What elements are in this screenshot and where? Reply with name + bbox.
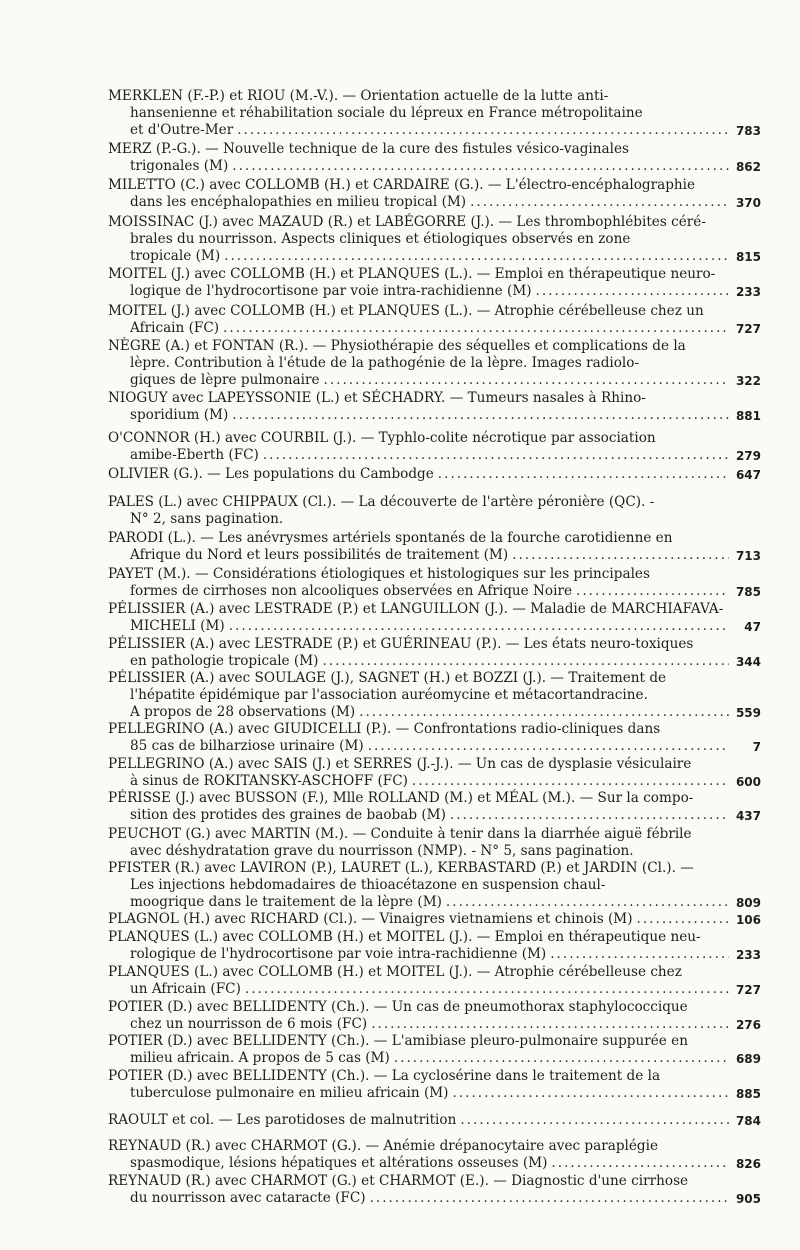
entry-text: 85 cas de bilharziose urinaire (M): [130, 737, 364, 754]
entry-line: O'CONNOR (H.) avec COURBIL (J.). — Typhlo-colite nécrotique par association: [108, 430, 656, 446]
entry-line: REYNAUD (R.) avec CHARMOT (G.). — Anémie drépanocytaire avec paraplégie: [108, 1138, 659, 1154]
page-number: 727: [735, 982, 761, 997]
entry-last-line: [108, 319, 761, 337]
dot-leader: [470, 194, 729, 211]
index-entry: [108, 530, 761, 564]
entry-line: PAYET (M.). — Considérations étiologiques et histologiques sur les principales: [108, 566, 650, 582]
entry-text: giques de lèpre pulmonaire: [130, 371, 320, 388]
entry-text: Africain (FC): [130, 319, 220, 336]
page-number: 559: [735, 705, 761, 720]
dot-leader: [551, 1155, 729, 1172]
dot-leader: [223, 320, 729, 337]
entry-text: à sinus de ROKITANSKY-ASCHOFF (FC): [130, 772, 408, 789]
index-entry: [108, 1138, 761, 1172]
page-number: 47: [744, 619, 761, 634]
entry-line: PELLEGRINO (A.) avec GIUDICELLI (P.). — Confrontations radio-cliniques dans: [108, 721, 661, 737]
entry-line: PÉLISSIER (A.) avec SOULAGE (J.), SAGNET (H.) et BOZZI (J.). — Traitement de: [108, 670, 667, 686]
entry-text: A propos de 28 observations (M): [130, 703, 356, 720]
page-number: 881: [735, 408, 761, 423]
page-number: 862: [735, 159, 761, 174]
entry-line: MILETTO (C.) avec COLLOMB (H.) et CARDAIRE (G.). — L'électro-encéphalographie: [108, 177, 696, 193]
index-entry: [108, 88, 761, 138]
entry-text: Afrique du Nord et leurs possibilités de traitement (M): [130, 546, 509, 563]
entry-last-line: [108, 945, 761, 963]
entry-last-line: [108, 546, 761, 564]
index-entry: [108, 1173, 761, 1207]
entry-text: trigonales (M): [130, 157, 229, 174]
entry-line: NÈGRE (A.) et FONTAN (R.). — Physiothérapie des séquelles et complications de la: [108, 338, 686, 354]
page-number: 809: [735, 895, 761, 910]
entry-last-line: [108, 893, 761, 911]
entry-last-line: [108, 980, 761, 998]
entry-text: en pathologie tropicale (M): [130, 652, 319, 669]
dot-leader: [371, 1016, 729, 1033]
entry-line: PLANQUES (L.) avec COLLOMB (H.) et MOITEL (J.). — Emploi en thérapeutique neu-: [108, 929, 701, 945]
index-entry: [108, 266, 761, 300]
dot-leader: [370, 1190, 729, 1207]
entry-line: avec déshydratation grave du nourrisson (NMP). - N° 5, sans pagination.: [130, 842, 634, 859]
entry-line: MERZ (P.-G.). — Nouvelle technique de la cure des fistules vésico-vaginales: [108, 141, 629, 157]
page-number: 784: [735, 1114, 761, 1128]
dot-leader: [229, 618, 729, 635]
entry-line: PÉLISSIER (A.) avec LESTRADE (P.) et GUÉRINEAU (P.). — Les états neuro-toxiques: [108, 636, 694, 652]
index-entry: [108, 214, 761, 264]
dot-leader: [637, 911, 729, 928]
entry-last-line: [108, 911, 761, 928]
entry-line: MERKLEN (F.-P.) et RIOU (M.-V.). — Orientation actuelle de la lutte anti-: [108, 88, 609, 104]
entry-text: chez un nourrisson de 6 mois (FC): [130, 1015, 368, 1032]
dot-leader: [232, 158, 729, 175]
entry-text: PLAGNOL (H.) avec RICHARD (Cl.). — Vinaigres vietnamiens et chinois (M): [108, 911, 633, 927]
entry-last-line: [108, 121, 761, 139]
entry-last-line: [108, 1015, 761, 1033]
entry-text: formes de cirrhoses non alcooliques observées en Afrique Noire: [130, 582, 573, 599]
entry-text: logique de l'hydrocortisone par voie intra-rachidienne (M): [130, 282, 532, 299]
entry-last-line: [108, 652, 761, 670]
page-number: 106: [735, 913, 761, 927]
index-entry: [108, 1068, 761, 1102]
page-number: 233: [735, 284, 761, 299]
dot-leader: [324, 372, 729, 389]
entry-line: hansenienne et réhabilitation sociale du lépreux en France métropolitaine: [130, 104, 643, 121]
index-entry: [108, 1033, 761, 1067]
page-number: 437: [735, 808, 761, 823]
dot-leader: [359, 704, 729, 721]
entry-last-line: [108, 737, 761, 755]
dot-leader: [263, 447, 729, 464]
index-entry: [108, 566, 761, 600]
dot-leader: [550, 946, 729, 963]
page-number: 905: [735, 1191, 761, 1206]
entry-line: PALES (L.) avec CHIPPAUX (Cl.). — La découverte de l'artère péronière (QC). -: [108, 494, 655, 510]
index-entry: [108, 177, 761, 211]
entry-text: et d'Outre-Mer: [130, 121, 234, 138]
entry-text: tropicale (M): [130, 247, 221, 264]
entry-last-line: [108, 406, 761, 424]
dot-leader: [460, 1112, 729, 1129]
index-entry: [108, 494, 733, 528]
entry-line: l'hépatite épidémique par l'association auréomycine et métacortandracine.: [130, 686, 648, 703]
page-number: 600: [735, 774, 761, 789]
index-entry: [108, 1112, 761, 1129]
entry-line: brales du nourrisson. Aspects cliniques et étiologiques observés en zone: [130, 230, 631, 247]
page-number: 276: [735, 1017, 761, 1032]
entry-last-line: [108, 772, 761, 790]
entry-line: PEUCHOT (G.) avec MARTIN (M.). — Conduite à tenir dans la diarrhée aiguë fébrile: [108, 826, 692, 842]
page-number: 727: [735, 321, 761, 336]
dot-leader: [412, 773, 729, 790]
dot-leader: [450, 807, 729, 824]
page-number: 885: [735, 1086, 761, 1101]
index-entry: [108, 390, 761, 424]
dot-leader: [446, 894, 729, 911]
entry-last-line: [108, 193, 761, 211]
entry-line: NIOGUY avec LAPEYSSONIE (L.) et SÉCHADRY. — Tumeurs nasales à Rhino-: [108, 390, 646, 406]
entry-last-line: [108, 617, 761, 635]
entry-line: MOITEL (J.) avec COLLOMB (H.) et PLANQUES (L.). — Emploi en thérapeutique neuro-: [108, 266, 716, 282]
page-number: 647: [735, 468, 761, 482]
page-number: 370: [735, 195, 761, 210]
index-entry: [108, 141, 761, 175]
entry-last-line: [108, 282, 761, 300]
entry-text: MICHELI (M): [130, 617, 225, 634]
entry-last-line: [108, 247, 761, 265]
entry-last-line: [108, 1112, 761, 1129]
entry-text: du nourrisson avec cataracte (FC): [130, 1189, 366, 1206]
index-entry: [108, 860, 761, 910]
entry-text: sition des protides des graines de baobab (M): [130, 806, 446, 823]
entry-last-line: [108, 371, 761, 389]
index-entry: [108, 601, 761, 635]
entry-line: POTIER (D.) avec BELLIDENTY (Ch.). — La cyclosérine dans le traitement de la: [108, 1068, 661, 1084]
index-entry: [108, 338, 761, 388]
page-number: 279: [735, 448, 761, 463]
entry-last-line: [108, 1084, 761, 1102]
entry-line: POTIER (D.) avec BELLIDENTY (Ch.). — L'amibiase pleuro-pulmonaire suppurée en: [108, 1033, 688, 1049]
entry-last-line: [108, 446, 761, 464]
entry-line: MOITEL (J.) avec COLLOMB (H.) et PLANQUES (L.). — Atrophie cérébelleuse chez un: [108, 303, 704, 319]
dot-leader: [452, 1085, 729, 1102]
page-number: 689: [735, 1051, 761, 1066]
index-entry: [108, 721, 761, 755]
dot-leader: [394, 1050, 729, 1067]
entry-line: N° 2, sans pagination.: [130, 510, 284, 527]
entry-last-line: [108, 1154, 761, 1172]
page-number: 322: [735, 373, 761, 388]
entry-text: OLIVIER (G.). — Les populations du Cambodge: [108, 466, 434, 482]
entry-text: sporidium (M): [130, 406, 229, 423]
entry-line: MOISSINAC (J.) avec MAZAUD (R.) et LABÉGORRE (J.). — Les thrombophlébites céré-: [108, 214, 706, 230]
entry-line: REYNAUD (R.) avec CHARMOT (G.) et CHARMOT (E.). — Diagnostic d'une cirrhose: [108, 1173, 689, 1189]
entry-last-line: [108, 582, 761, 600]
dot-leader: [536, 283, 729, 300]
page-number: 713: [735, 548, 761, 563]
entry-text: spasmodique, lésions hépatiques et altérations osseuses (M): [130, 1154, 548, 1171]
entry-line: PLANQUES (L.) avec COLLOMB (H.) et MOITEL (J.). — Atrophie cérébelleuse chez: [108, 964, 682, 980]
dot-leader: [438, 466, 729, 483]
dot-leader: [576, 583, 729, 600]
entry-text: rologique de l'hydrocortisone par voie intra-rachidienne (M): [130, 945, 547, 962]
entry-last-line: [108, 806, 761, 824]
page-number: 783: [735, 123, 761, 138]
entry-text: dans les encéphalopathies en milieu tropical (M): [130, 193, 467, 210]
index-entry: [108, 636, 761, 670]
index-entry: [108, 670, 761, 720]
index-entry: [108, 911, 761, 928]
page-number: 344: [735, 654, 761, 669]
entry-last-line: [108, 1049, 761, 1067]
entry-line: PÉRISSE (J.) avec BUSSON (F.), Mlle ROLLAND (M.) et MÉAL (M.). — Sur la compo-: [108, 790, 694, 806]
entry-text: un Africain (FC): [130, 980, 241, 997]
dot-leader: [245, 981, 729, 998]
index-entry: [108, 466, 761, 483]
index-entry: [108, 790, 761, 824]
dot-leader: [512, 547, 729, 564]
entry-text: amibe-Eberth (FC): [130, 446, 259, 463]
entry-line: PARODI (L.). — Les anévrysmes artériels spontanés de la fourche carotidienne en: [108, 530, 673, 546]
entry-text: RAOULT et col. — Les parotidoses de malnutrition: [108, 1112, 457, 1128]
dot-leader: [232, 407, 729, 424]
entry-line: PELLEGRINO (A.) avec SAIS (J.) et SERRES (J.-J.). — Un cas de dysplasie vésiculaire: [108, 756, 692, 772]
index-entry: [108, 929, 761, 963]
entry-line: PÉLISSIER (A.) avec LESTRADE (P.) et LANGUILLON (J.). — Maladie de MARCHIAFAVA-: [108, 601, 724, 617]
entry-line: POTIER (D.) avec BELLIDENTY (Ch.). — Un cas de pneumothorax staphylococcique: [108, 999, 688, 1015]
page-number: 785: [735, 584, 761, 599]
entry-last-line: [108, 703, 761, 721]
index-entry: [108, 430, 761, 464]
page-number: 7: [752, 739, 761, 754]
page-number: 826: [735, 1156, 761, 1171]
entry-text: milieu africain. A propos de 5 cas (M): [130, 1049, 390, 1066]
dot-leader: [237, 122, 729, 139]
entry-last-line: [108, 1189, 761, 1207]
entry-line: Les injections hebdomadaires de thioacétazone en suspension chaul-: [130, 876, 606, 893]
dot-leader: [322, 653, 729, 670]
entry-text: moogrique dans le traitement de la lèpre (M): [130, 893, 442, 910]
index-entry: [108, 303, 761, 337]
index-entry: [108, 999, 761, 1033]
entry-line: lèpre. Contribution à l'étude de la pathogénie de la lèpre. Images radiolo-: [130, 354, 640, 371]
index-entry: [108, 756, 761, 790]
entry-line: PFISTER (R.) avec LAVIRON (P.), LAURET (L.), KERBASTARD (P.) et JARDIN (Cl.). —: [108, 860, 694, 876]
dot-leader: [224, 248, 729, 265]
entry-last-line: [108, 466, 761, 483]
page-number: 233: [735, 947, 761, 962]
dot-leader: [368, 738, 729, 755]
entry-last-line: [108, 157, 761, 175]
entry-text: tuberculose pulmonaire en milieu africain (M): [130, 1084, 449, 1101]
index-entry: [108, 826, 733, 860]
page-number: 815: [735, 249, 761, 264]
index-entry: [108, 964, 761, 998]
